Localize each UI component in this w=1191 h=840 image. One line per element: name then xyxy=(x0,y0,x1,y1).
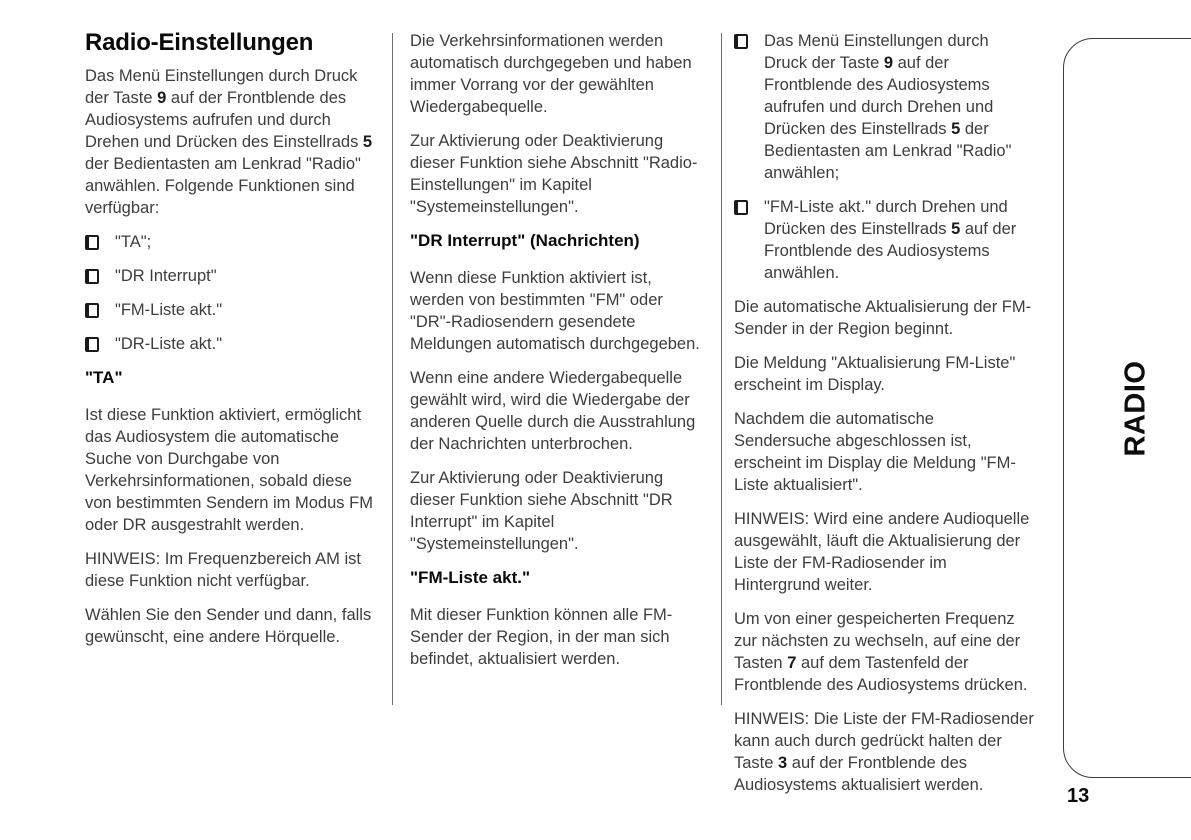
list-item-text: "DR Interrupt" xyxy=(115,267,217,285)
paragraph: Zur Aktivierung oder Deaktivierung dieser Funktion siehe Abschnitt "Radio-Einstellungen" im Kapitel "Systemeinstellungen". xyxy=(410,132,698,216)
paragraph: HINWEIS: Die Liste der FM-Radiosender kann auch durch gedrückt halten der Taste 3 auf der Frontblende des Audiosystems aktualisiert werden. xyxy=(734,710,1034,794)
list-item xyxy=(734,196,1034,284)
paragraph: Die Verkehrsinformationen werden automatisch durchgegeben und haben immer Vorrang vor der gewählten Wiedergabequelle. xyxy=(410,32,692,116)
column-2 xyxy=(410,30,704,682)
list-item-text: "TA"; xyxy=(115,233,152,251)
section-heading: "FM-Liste akt." xyxy=(410,568,531,587)
paragraph: Das Menü Einstellungen durch Druck der Taste 9 auf der Frontblende des Audiosystems aufrufen und durch Drehen und Drücken des Einstellrads 5 der Bedientasten am Lenkrad "Radio" anwählen. Folgende Funktionen sind verfügbar: xyxy=(85,67,373,217)
paragraph: Die Meldung "Aktualisierung FM-Liste" erscheint im Display. xyxy=(734,354,1016,394)
bullet-square-icon xyxy=(85,303,99,318)
list-item xyxy=(85,265,378,287)
bullet-square-icon xyxy=(85,235,99,250)
paragraph: Zur Aktivierung oder Deaktivierung dieser Funktion siehe Abschnitt "DR Interrupt" im Kapitel "Systemeinstellungen". xyxy=(410,469,673,553)
paragraph: Die automatische Aktualisierung der FM-Sender in der Region beginnt. xyxy=(734,298,1032,338)
page-title: Radio-Einstellungen xyxy=(85,29,314,56)
list-item xyxy=(85,299,378,321)
paragraph: HINWEIS: Wird eine andere Audioquelle ausgewählt, läuft die Aktualisierung der Liste der FM-Radiosender im Hintergrund weiter. xyxy=(734,510,1030,594)
paragraph: Wählen Sie den Sender und dann, falls gewünscht, eine andere Hörquelle. xyxy=(85,606,372,646)
section-heading: "TA" xyxy=(85,368,123,387)
paragraph: Ist diese Funktion aktiviert, ermöglicht das Audiosystem die automatische Suche von Durchgabe von Verkehrsinformationen, sobald diese von bestimmten Sendern im Modus FM oder DR ausgestrahlt werden. xyxy=(85,406,373,534)
list-item-text: "FM-Liste akt." xyxy=(115,301,223,319)
column-separator-2 xyxy=(721,33,722,705)
column-3 xyxy=(734,30,1034,808)
paragraph: Mit dieser Funktion können alle FM-Sender der Region, in der man sich befindet, aktualisiert werden. xyxy=(410,606,673,668)
list-item xyxy=(85,231,378,253)
chapter-tab-label: RADIO xyxy=(1119,360,1152,456)
paragraph: Wenn diese Funktion aktiviert ist, werden von bestimmten "FM" oder "DR"-Radiosendern gesendete Meldungen automatisch durchgegeben. xyxy=(410,269,700,353)
paragraph: Wenn eine andere Wiedergabequelle gewählt wird, wird die Wiedergabe der anderen Quelle durch die Ausstrahlung der Nachrichten unterbrochen. xyxy=(410,369,696,453)
paragraph: Nachdem die automatische Sendersuche abgeschlossen ist, erscheint im Display die Meldung "FM-Liste aktualisiert". xyxy=(734,410,1016,494)
list-item-text: "FM-Liste akt." durch Drehen und Drücken des Einstellrads 5 auf der Frontblende des Audiosystems anwählen. xyxy=(764,198,1017,282)
bullet-square-icon xyxy=(85,269,99,284)
paragraph: Um von einer gespeicherten Frequenz zur nächsten zu wechseln, auf eine der Tasten 7 auf dem Tastenfeld der Frontblende des Audiosystems drücken. xyxy=(734,610,1028,694)
chapter-tab-radio xyxy=(1063,38,1191,778)
list-item-text: "DR-Liste akt." xyxy=(115,335,223,353)
bullet-square-icon xyxy=(734,34,748,49)
page-number: 13 xyxy=(1067,785,1090,807)
list-item xyxy=(85,333,378,355)
list-item xyxy=(734,30,1034,184)
list-item-text: Das Menü Einstellungen durch Druck der Taste 9 auf der Frontblende des Audiosystems aufrufen und durch Drehen und Drücken des Einstellrads 5 der Bedientasten am Lenkrad "Radio" anwählen; xyxy=(764,32,1012,182)
paragraph: HINWEIS: Im Frequenzbereich AM ist diese Funktion nicht verfügbar. xyxy=(85,550,361,590)
bullet-square-icon xyxy=(734,200,748,215)
column-1 xyxy=(85,30,378,660)
bullet-square-icon xyxy=(85,337,99,352)
section-heading: "DR Interrupt" (Nachrichten) xyxy=(410,231,640,250)
column-separator-1 xyxy=(392,33,393,705)
